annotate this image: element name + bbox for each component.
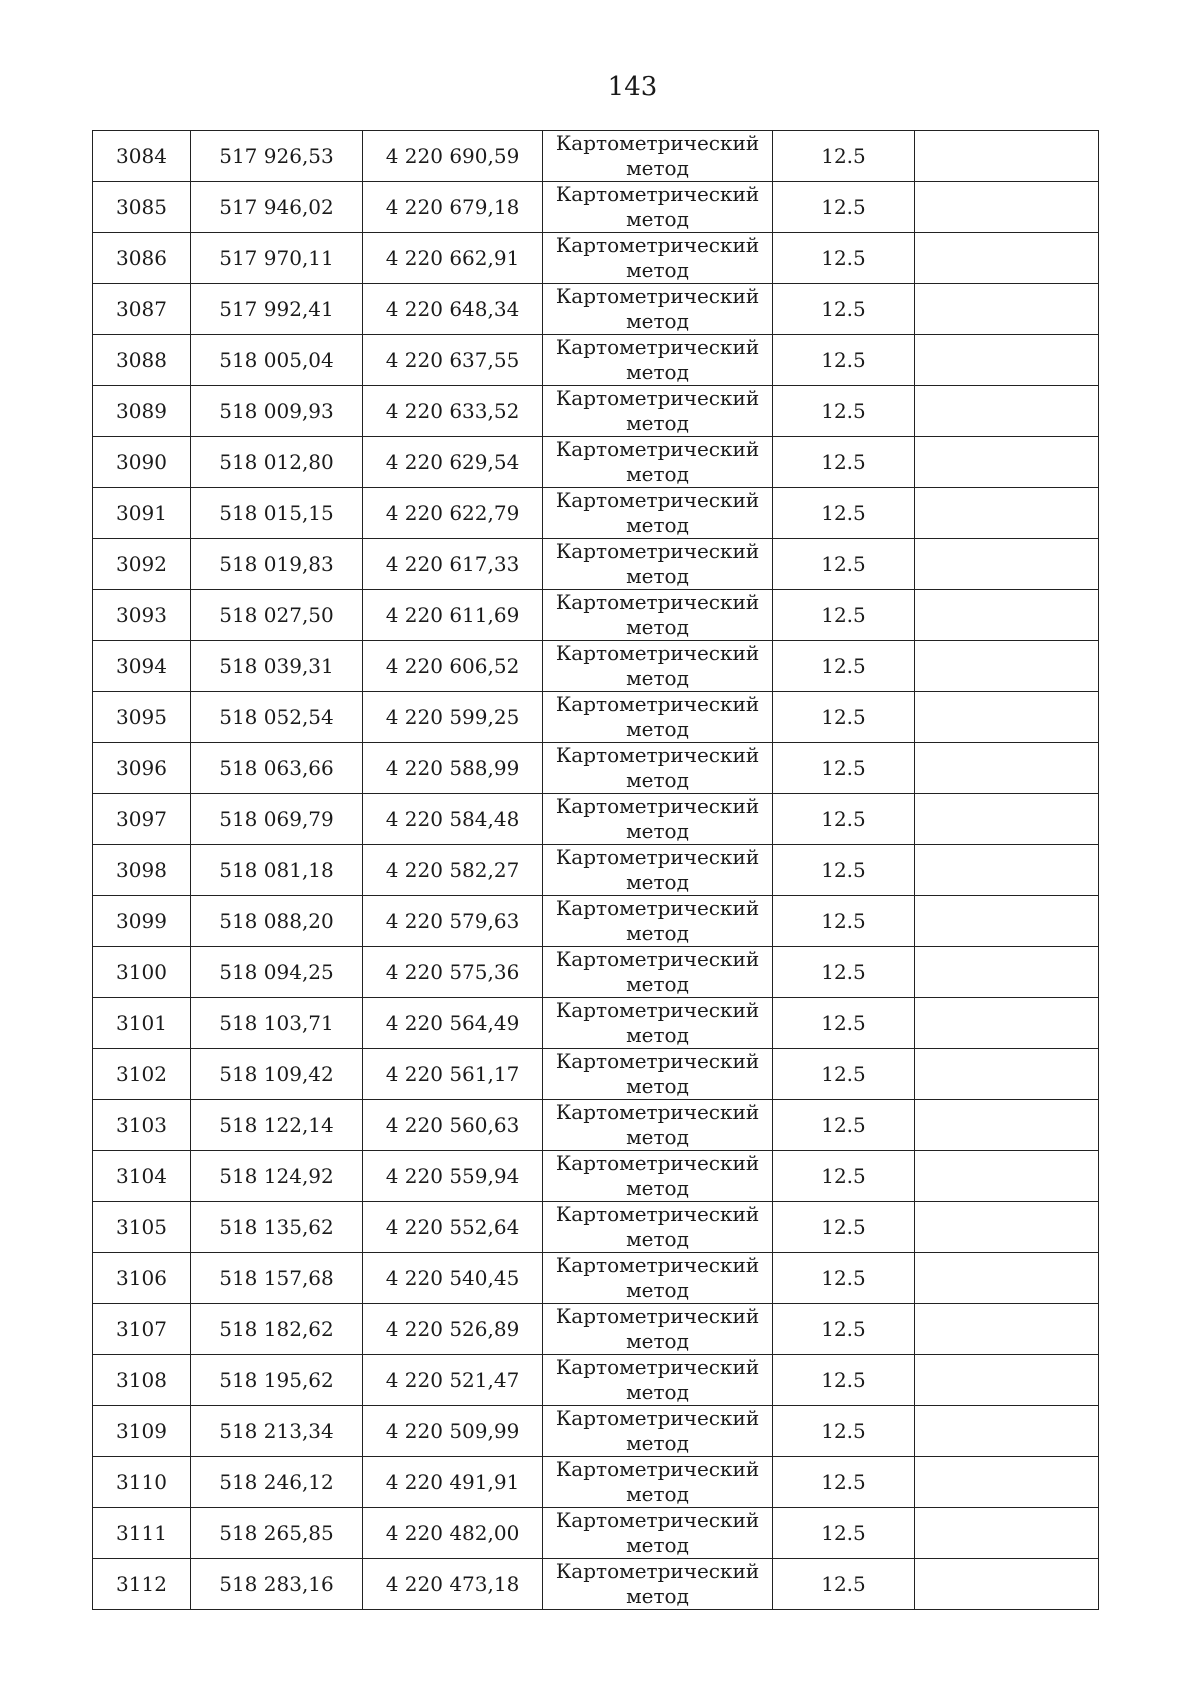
method-line-2: метод	[626, 1176, 689, 1200]
accuracy-cell: 12.5	[773, 1508, 915, 1559]
method-line-2: метод	[626, 870, 689, 894]
note-cell	[915, 947, 1099, 998]
method-line-2: метод	[626, 1329, 689, 1353]
point-number-cell: 3091	[93, 488, 191, 539]
coordinates-table	[92, 130, 1099, 1610]
method-line-1: Картометрический	[555, 1457, 760, 1481]
method-cell	[543, 488, 773, 539]
method-cell	[543, 131, 773, 182]
table-row	[93, 692, 1099, 743]
note-cell	[915, 1049, 1099, 1100]
y-coordinate-cell: 4 220 679,18	[363, 182, 543, 233]
method-line-1: Картометрический	[555, 1100, 760, 1124]
table-row	[93, 182, 1099, 233]
x-coordinate-cell: 518 015,15	[191, 488, 363, 539]
table-row	[93, 1304, 1099, 1355]
x-coordinate-cell: 518 283,16	[191, 1559, 363, 1610]
method-line-1: Картометрический	[555, 335, 760, 359]
x-coordinate-cell: 518 027,50	[191, 590, 363, 641]
table-row	[93, 998, 1099, 1049]
x-coordinate-cell: 518 135,62	[191, 1202, 363, 1253]
point-number-cell: 3089	[93, 386, 191, 437]
method-cell	[543, 1049, 773, 1100]
table-row	[93, 590, 1099, 641]
method-cell	[543, 1508, 773, 1559]
method-cell	[543, 1304, 773, 1355]
accuracy-cell: 12.5	[773, 1100, 915, 1151]
point-number-cell: 3097	[93, 794, 191, 845]
x-coordinate-cell: 518 182,62	[191, 1304, 363, 1355]
point-number-cell: 3109	[93, 1406, 191, 1457]
x-coordinate-cell: 518 122,14	[191, 1100, 363, 1151]
y-coordinate-cell: 4 220 588,99	[363, 743, 543, 794]
y-coordinate-cell: 4 220 611,69	[363, 590, 543, 641]
method-line-2: метод	[626, 1227, 689, 1251]
table-row	[93, 1406, 1099, 1457]
x-coordinate-cell: 517 992,41	[191, 284, 363, 335]
note-cell	[915, 335, 1099, 386]
method-line-2: метод	[626, 1074, 689, 1098]
point-number-cell: 3085	[93, 182, 191, 233]
accuracy-cell: 12.5	[773, 335, 915, 386]
point-number-cell: 3101	[93, 998, 191, 1049]
y-coordinate-cell: 4 220 491,91	[363, 1457, 543, 1508]
note-cell	[915, 1253, 1099, 1304]
method-cell	[543, 233, 773, 284]
accuracy-cell: 12.5	[773, 1406, 915, 1457]
y-coordinate-cell: 4 220 526,89	[363, 1304, 543, 1355]
method-line-2: метод	[626, 666, 689, 690]
y-coordinate-cell: 4 220 564,49	[363, 998, 543, 1049]
accuracy-cell: 12.5	[773, 998, 915, 1049]
x-coordinate-cell: 518 246,12	[191, 1457, 363, 1508]
method-line-2: метод	[626, 156, 689, 180]
method-line-1: Картометрический	[555, 1559, 760, 1583]
note-cell	[915, 998, 1099, 1049]
y-coordinate-cell: 4 220 622,79	[363, 488, 543, 539]
method-line-2: метод	[626, 1125, 689, 1149]
point-number-cell: 3105	[93, 1202, 191, 1253]
method-line-2: метод	[626, 564, 689, 588]
accuracy-cell: 12.5	[773, 794, 915, 845]
x-coordinate-cell: 518 063,66	[191, 743, 363, 794]
note-cell	[915, 641, 1099, 692]
y-coordinate-cell: 4 220 482,00	[363, 1508, 543, 1559]
method-line-2: метод	[626, 207, 689, 231]
x-coordinate-cell: 517 946,02	[191, 182, 363, 233]
method-line-2: метод	[626, 717, 689, 741]
method-line-1: Картометрический	[555, 233, 760, 257]
y-coordinate-cell: 4 220 560,63	[363, 1100, 543, 1151]
method-line-2: метод	[626, 972, 689, 996]
method-line-1: Картометрический	[555, 1406, 760, 1430]
y-coordinate-cell: 4 220 648,34	[363, 284, 543, 335]
table-row	[93, 1253, 1099, 1304]
table-row	[93, 1559, 1099, 1610]
method-cell	[543, 386, 773, 437]
method-line-1: Картометрический	[555, 1355, 760, 1379]
method-line-1: Картометрический	[555, 131, 760, 155]
point-number-cell: 3096	[93, 743, 191, 794]
note-cell	[915, 1508, 1099, 1559]
y-coordinate-cell: 4 220 584,48	[363, 794, 543, 845]
x-coordinate-cell: 518 103,71	[191, 998, 363, 1049]
note-cell	[915, 845, 1099, 896]
point-number-cell: 3084	[93, 131, 191, 182]
accuracy-cell: 12.5	[773, 1253, 915, 1304]
x-coordinate-cell: 518 081,18	[191, 845, 363, 896]
x-coordinate-cell: 518 195,62	[191, 1355, 363, 1406]
method-cell	[543, 1406, 773, 1457]
method-cell	[543, 794, 773, 845]
method-line-2: метод	[626, 1533, 689, 1557]
y-coordinate-cell: 4 220 633,52	[363, 386, 543, 437]
method-line-2: метод	[626, 462, 689, 486]
method-cell	[543, 692, 773, 743]
y-coordinate-cell: 4 220 561,17	[363, 1049, 543, 1100]
point-number-cell: 3095	[93, 692, 191, 743]
method-line-2: метод	[626, 768, 689, 792]
method-cell	[543, 284, 773, 335]
table-row	[93, 641, 1099, 692]
method-line-1: Картометрический	[555, 1253, 760, 1277]
note-cell	[915, 1151, 1099, 1202]
point-number-cell: 3108	[93, 1355, 191, 1406]
x-coordinate-cell: 517 970,11	[191, 233, 363, 284]
method-cell	[543, 1457, 773, 1508]
x-coordinate-cell: 518 157,68	[191, 1253, 363, 1304]
method-line-2: метод	[626, 513, 689, 537]
method-cell	[543, 335, 773, 386]
method-line-1: Картометрический	[555, 182, 760, 206]
x-coordinate-cell: 518 009,93	[191, 386, 363, 437]
x-coordinate-cell: 518 094,25	[191, 947, 363, 998]
point-number-cell: 3090	[93, 437, 191, 488]
method-cell	[543, 1253, 773, 1304]
note-cell	[915, 539, 1099, 590]
method-cell	[543, 845, 773, 896]
method-line-2: метод	[626, 360, 689, 384]
y-coordinate-cell: 4 220 579,63	[363, 896, 543, 947]
y-coordinate-cell: 4 220 509,99	[363, 1406, 543, 1457]
point-number-cell: 3102	[93, 1049, 191, 1100]
method-line-1: Картометрический	[555, 590, 760, 614]
method-cell	[543, 1559, 773, 1610]
accuracy-cell: 12.5	[773, 182, 915, 233]
method-cell	[543, 590, 773, 641]
note-cell	[915, 1304, 1099, 1355]
y-coordinate-cell: 4 220 552,64	[363, 1202, 543, 1253]
x-coordinate-cell: 518 012,80	[191, 437, 363, 488]
y-coordinate-cell: 4 220 575,36	[363, 947, 543, 998]
accuracy-cell: 12.5	[773, 1202, 915, 1253]
y-coordinate-cell: 4 220 540,45	[363, 1253, 543, 1304]
note-cell	[915, 233, 1099, 284]
y-coordinate-cell: 4 220 599,25	[363, 692, 543, 743]
x-coordinate-cell: 518 124,92	[191, 1151, 363, 1202]
note-cell	[915, 182, 1099, 233]
accuracy-cell: 12.5	[773, 845, 915, 896]
note-cell	[915, 437, 1099, 488]
method-line-1: Картометрический	[555, 743, 760, 767]
accuracy-cell: 12.5	[773, 437, 915, 488]
accuracy-cell: 12.5	[773, 233, 915, 284]
note-cell	[915, 1406, 1099, 1457]
table-row	[93, 1457, 1099, 1508]
accuracy-cell: 12.5	[773, 641, 915, 692]
method-cell	[543, 539, 773, 590]
x-coordinate-cell: 518 052,54	[191, 692, 363, 743]
note-cell	[915, 692, 1099, 743]
accuracy-cell: 12.5	[773, 1304, 915, 1355]
point-number-cell: 3104	[93, 1151, 191, 1202]
accuracy-cell: 12.5	[773, 743, 915, 794]
method-line-1: Картометрический	[555, 1304, 760, 1328]
note-cell	[915, 1355, 1099, 1406]
method-cell	[543, 1151, 773, 1202]
accuracy-cell: 12.5	[773, 1559, 915, 1610]
point-number-cell: 3112	[93, 1559, 191, 1610]
method-line-1: Картометрический	[555, 692, 760, 716]
method-line-1: Картометрический	[555, 386, 760, 410]
y-coordinate-cell: 4 220 629,54	[363, 437, 543, 488]
accuracy-cell: 12.5	[773, 1457, 915, 1508]
note-cell	[915, 1202, 1099, 1253]
y-coordinate-cell: 4 220 606,52	[363, 641, 543, 692]
note-cell	[915, 386, 1099, 437]
method-line-1: Картометрический	[555, 437, 760, 461]
note-cell	[915, 590, 1099, 641]
method-line-1: Картометрический	[555, 947, 760, 971]
point-number-cell: 3110	[93, 1457, 191, 1508]
method-line-1: Картометрический	[555, 845, 760, 869]
y-coordinate-cell: 4 220 521,47	[363, 1355, 543, 1406]
table-row	[93, 896, 1099, 947]
accuracy-cell: 12.5	[773, 896, 915, 947]
x-coordinate-cell: 518 109,42	[191, 1049, 363, 1100]
method-line-2: метод	[626, 309, 689, 333]
y-coordinate-cell: 4 220 582,27	[363, 845, 543, 896]
x-coordinate-cell: 517 926,53	[191, 131, 363, 182]
method-cell	[543, 182, 773, 233]
point-number-cell: 3103	[93, 1100, 191, 1151]
method-cell	[543, 1202, 773, 1253]
method-line-1: Картометрический	[555, 1049, 760, 1073]
accuracy-cell: 12.5	[773, 386, 915, 437]
method-line-2: метод	[626, 1431, 689, 1455]
table-row	[93, 947, 1099, 998]
method-line-1: Картометрический	[555, 641, 760, 665]
accuracy-cell: 12.5	[773, 131, 915, 182]
note-cell	[915, 896, 1099, 947]
method-line-1: Картометрический	[555, 1202, 760, 1226]
method-line-2: метод	[626, 1482, 689, 1506]
x-coordinate-cell: 518 213,34	[191, 1406, 363, 1457]
y-coordinate-cell: 4 220 662,91	[363, 233, 543, 284]
x-coordinate-cell: 518 019,83	[191, 539, 363, 590]
method-line-2: метод	[626, 411, 689, 435]
note-cell	[915, 794, 1099, 845]
method-line-1: Картометрический	[555, 1151, 760, 1175]
method-cell	[543, 1100, 773, 1151]
method-line-2: метод	[626, 615, 689, 639]
note-cell	[915, 1100, 1099, 1151]
point-number-cell: 3106	[93, 1253, 191, 1304]
method-line-1: Картометрический	[555, 794, 760, 818]
point-number-cell: 3094	[93, 641, 191, 692]
method-line-2: метод	[626, 258, 689, 282]
method-cell	[543, 1355, 773, 1406]
table-row	[93, 1508, 1099, 1559]
table-row	[93, 539, 1099, 590]
note-cell	[915, 743, 1099, 794]
accuracy-cell: 12.5	[773, 539, 915, 590]
point-number-cell: 3087	[93, 284, 191, 335]
table-row	[93, 743, 1099, 794]
table-row	[93, 335, 1099, 386]
method-cell	[543, 947, 773, 998]
accuracy-cell: 12.5	[773, 1151, 915, 1202]
method-line-2: метод	[626, 1023, 689, 1047]
method-line-2: метод	[626, 1278, 689, 1302]
note-cell	[915, 488, 1099, 539]
table-row	[93, 233, 1099, 284]
method-line-1: Картометрический	[555, 284, 760, 308]
table-row	[93, 794, 1099, 845]
table-row	[93, 1100, 1099, 1151]
point-number-cell: 3107	[93, 1304, 191, 1355]
method-cell	[543, 743, 773, 794]
table-row	[93, 386, 1099, 437]
x-coordinate-cell: 518 088,20	[191, 896, 363, 947]
table-row	[93, 437, 1099, 488]
y-coordinate-cell: 4 220 617,33	[363, 539, 543, 590]
method-line-2: метод	[626, 1584, 689, 1608]
x-coordinate-cell: 518 265,85	[191, 1508, 363, 1559]
method-line-2: метод	[626, 921, 689, 945]
table-row	[93, 284, 1099, 335]
method-line-1: Картометрический	[555, 896, 760, 920]
method-line-2: метод	[626, 819, 689, 843]
x-coordinate-cell: 518 039,31	[191, 641, 363, 692]
y-coordinate-cell: 4 220 559,94	[363, 1151, 543, 1202]
page-number: 143	[607, 72, 658, 102]
accuracy-cell: 12.5	[773, 692, 915, 743]
table-row	[93, 1049, 1099, 1100]
method-line-1: Картометрический	[555, 539, 760, 563]
note-cell	[915, 131, 1099, 182]
method-line-2: метод	[626, 1380, 689, 1404]
point-number-cell: 3093	[93, 590, 191, 641]
point-number-cell: 3099	[93, 896, 191, 947]
point-number-cell: 3098	[93, 845, 191, 896]
accuracy-cell: 12.5	[773, 1049, 915, 1100]
point-number-cell: 3100	[93, 947, 191, 998]
y-coordinate-cell: 4 220 637,55	[363, 335, 543, 386]
method-line-1: Картометрический	[555, 998, 760, 1022]
table-row	[93, 488, 1099, 539]
x-coordinate-cell: 518 005,04	[191, 335, 363, 386]
y-coordinate-cell: 4 220 473,18	[363, 1559, 543, 1610]
note-cell	[915, 1559, 1099, 1610]
method-cell	[543, 896, 773, 947]
accuracy-cell: 12.5	[773, 590, 915, 641]
method-line-1: Картометрический	[555, 488, 760, 512]
table-row	[93, 131, 1099, 182]
method-cell	[543, 641, 773, 692]
accuracy-cell: 12.5	[773, 488, 915, 539]
method-cell	[543, 998, 773, 1049]
accuracy-cell: 12.5	[773, 284, 915, 335]
x-coordinate-cell: 518 069,79	[191, 794, 363, 845]
point-number-cell: 3111	[93, 1508, 191, 1559]
table-body	[93, 131, 1099, 1610]
accuracy-cell: 12.5	[773, 1355, 915, 1406]
table-row	[93, 845, 1099, 896]
table-row	[93, 1151, 1099, 1202]
method-cell	[543, 437, 773, 488]
point-number-cell: 3086	[93, 233, 191, 284]
y-coordinate-cell: 4 220 690,59	[363, 131, 543, 182]
point-number-cell: 3088	[93, 335, 191, 386]
note-cell	[915, 1457, 1099, 1508]
note-cell	[915, 284, 1099, 335]
method-line-1: Картометрический	[555, 1508, 760, 1532]
point-number-cell: 3092	[93, 539, 191, 590]
table-row	[93, 1355, 1099, 1406]
accuracy-cell: 12.5	[773, 947, 915, 998]
table-row	[93, 1202, 1099, 1253]
